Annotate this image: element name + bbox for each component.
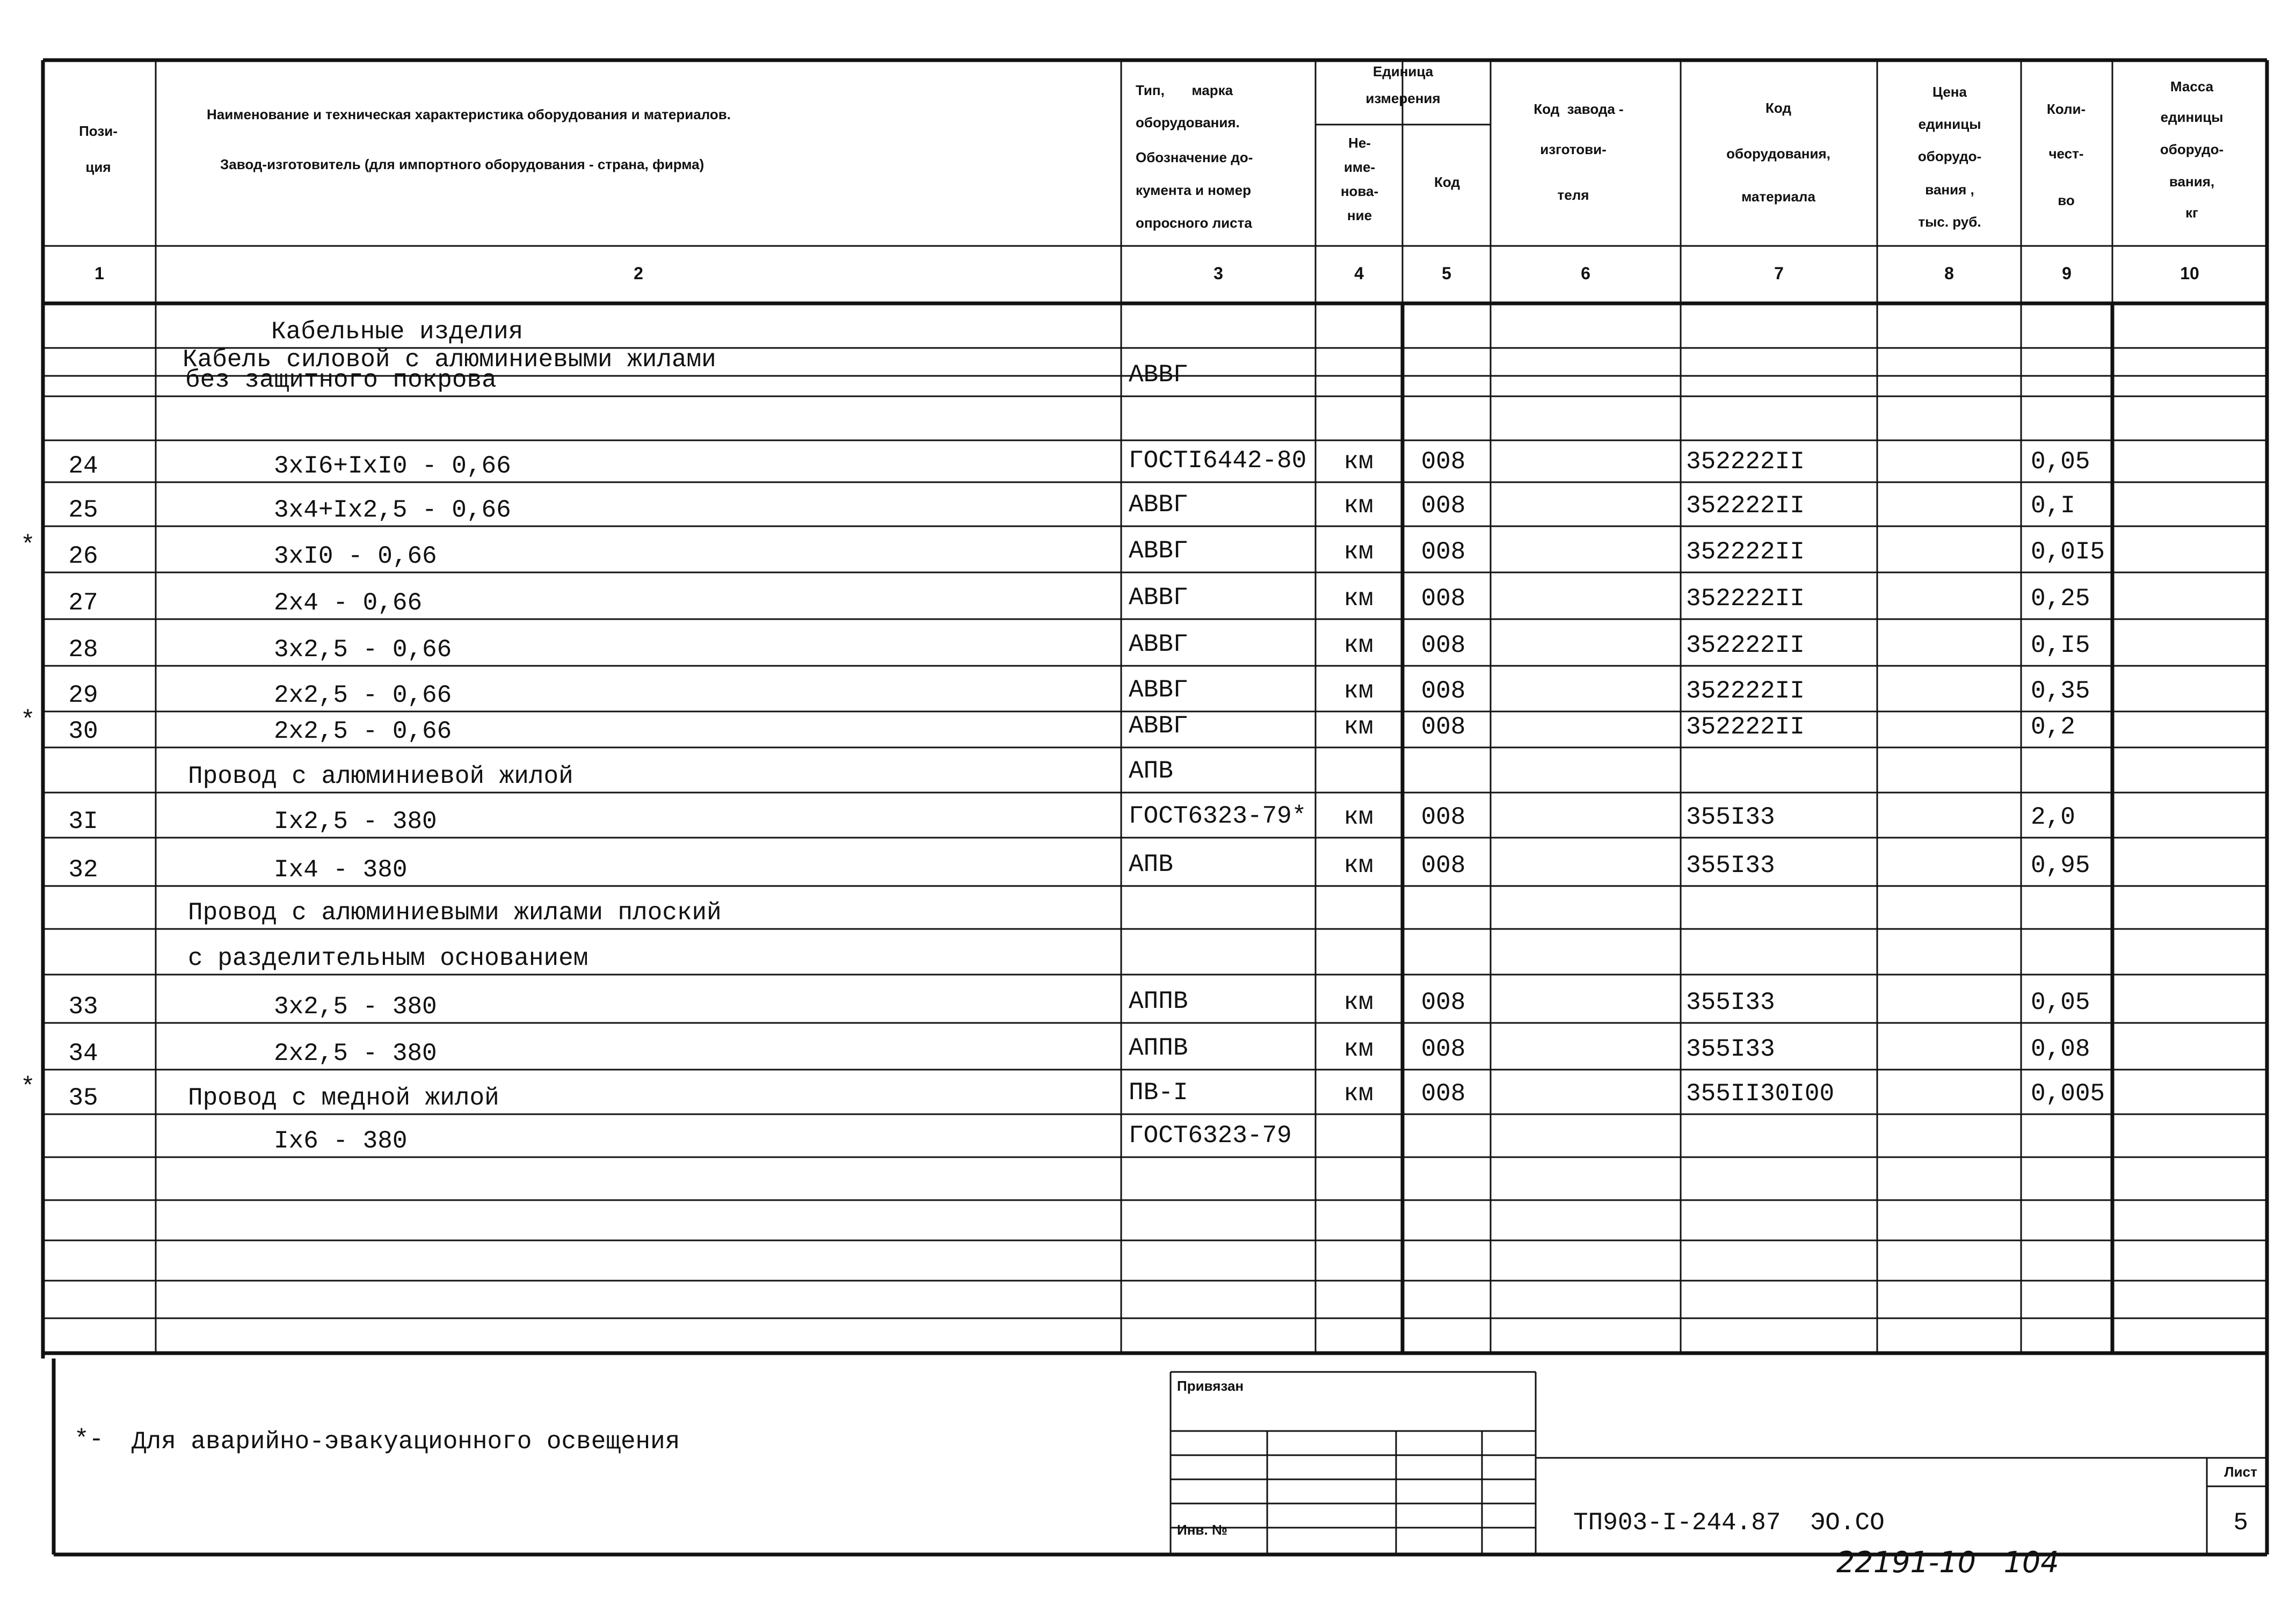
row-type: ГОСТI6442-80 xyxy=(1129,447,1307,475)
row-unit: км xyxy=(1343,492,1374,520)
row-unit: км xyxy=(1343,1035,1374,1063)
col3-header-line-3: Обозначение до- xyxy=(1136,149,1253,165)
col3-header-line-1: Тип, марка xyxy=(1136,82,1233,98)
col10-header-line-2: единицы xyxy=(2160,109,2224,125)
col3-header-line-2: оборудования. xyxy=(1136,114,1240,130)
row-quantity: 2,0 xyxy=(2031,803,2075,831)
sheet-footer xyxy=(74,1372,2267,1579)
table-row xyxy=(188,899,722,927)
sheet-number: 5 xyxy=(2233,1509,2248,1537)
column-number-row xyxy=(95,264,2199,283)
column-number: 4 xyxy=(1354,264,1364,283)
row-unit-code: 008 xyxy=(1421,631,1466,659)
sheet-label: Лист xyxy=(2224,1464,2257,1480)
row-unit: км xyxy=(1343,852,1374,880)
col7-header-line-3: материала xyxy=(1741,188,1815,205)
row-position: 25 xyxy=(68,496,98,524)
table-header xyxy=(79,63,2224,231)
col6-header-line-1: Код завода - xyxy=(1534,101,1624,117)
footnote-mark: *- xyxy=(74,1426,104,1454)
table-row xyxy=(271,318,523,346)
row-type: АВВГ xyxy=(1129,712,1188,740)
row-position: 27 xyxy=(68,589,98,617)
row-position: 3I xyxy=(68,808,98,836)
row-type: ГОСТ6323-79 xyxy=(1129,1122,1292,1150)
col4-header-line-3: нова- xyxy=(1340,183,1379,199)
row-quantity: 0,005 xyxy=(2031,1080,2105,1108)
document-code: ТП903-I-244.87 ЭО.СО xyxy=(1573,1509,1885,1537)
row-quantity: 0,I xyxy=(2031,492,2075,520)
table-row xyxy=(188,757,1173,790)
row-type: АВВГ xyxy=(1129,630,1188,658)
row-position: 29 xyxy=(68,681,98,709)
column-number: 2 xyxy=(634,264,643,283)
row-asterisk-mark: * xyxy=(20,1073,35,1101)
row-quantity: 0,2 xyxy=(2031,713,2075,741)
col6-header-line-3: теля xyxy=(1557,187,1589,203)
row-material-code: 355II30I00 xyxy=(1686,1080,1835,1108)
row-name: 3х2,5 - 380 xyxy=(274,993,437,1021)
row-unit: км xyxy=(1343,1080,1374,1108)
column-number: 7 xyxy=(1774,264,1784,283)
col4-header-line-4: ние xyxy=(1347,207,1372,223)
row-type: ГОСТ6323-79* xyxy=(1129,802,1307,830)
col10-header-line-3: оборудо- xyxy=(2160,141,2224,157)
row-type: АВВГ xyxy=(1129,491,1188,519)
row-unit-code: 008 xyxy=(1421,1080,1466,1108)
col10-header-line-4: вания, xyxy=(2169,173,2215,190)
row-material-code: 352222II xyxy=(1686,713,1805,741)
table-row xyxy=(68,987,2090,1021)
column-number: 6 xyxy=(1581,264,1590,283)
handwritten-number: 22191-10 104 xyxy=(1836,1545,2059,1579)
row-unit-code: 008 xyxy=(1421,492,1466,520)
row-type: АПВ xyxy=(1129,757,1173,785)
row-name: Провод с алюминиевой жилой xyxy=(188,762,573,790)
col8-header-line-4: вания , xyxy=(1925,181,1974,198)
row-unit: км xyxy=(1343,538,1374,566)
row-asterisk-mark: * xyxy=(20,707,35,735)
row-unit-code: 008 xyxy=(1421,713,1466,741)
row-name: Провод с медной жилой xyxy=(188,1084,499,1112)
col5-header: Код xyxy=(1434,174,1460,190)
column-number: 8 xyxy=(1944,264,1954,283)
col6-header-line-2: изготови- xyxy=(1540,141,1607,157)
col3-header-line-5: опросного листа xyxy=(1136,215,1252,231)
table-row xyxy=(20,707,2075,745)
table-row xyxy=(68,676,2090,709)
col8-header-line-2: единицы xyxy=(1918,116,1981,132)
row-position: 34 xyxy=(68,1040,98,1067)
row-type: АВВГ xyxy=(1129,361,1188,389)
col10-header-line-1: Масса xyxy=(2170,78,2214,95)
table-row xyxy=(68,447,2090,480)
col8-header-line-1: Цена xyxy=(1932,84,1967,100)
row-unit: км xyxy=(1343,803,1374,831)
col9-header-line-2: чест- xyxy=(2048,146,2084,162)
column-number: 1 xyxy=(95,264,104,283)
row-unit-code: 008 xyxy=(1421,989,1466,1016)
col10-header-line-5: кг xyxy=(2185,205,2198,221)
col4-header-line-1: Не- xyxy=(1348,135,1371,151)
row-name: Провод с алюминиевыми жилами плоский xyxy=(188,899,722,927)
row-quantity: 0,08 xyxy=(2031,1035,2090,1063)
table-row xyxy=(68,491,2075,524)
row-unit: км xyxy=(1343,631,1374,659)
row-type: АВВГ xyxy=(1129,676,1188,704)
stamp-inventory-label: Инв. № xyxy=(1177,1522,1227,1538)
table-row xyxy=(20,1073,2105,1112)
row-quantity: 0,0I5 xyxy=(2031,538,2105,566)
row-unit: км xyxy=(1343,677,1374,705)
col1-header-line-1: Пози- xyxy=(79,123,118,139)
stamp-privyazan-label: Привязан xyxy=(1177,1378,1244,1394)
row-material-code: 352222II xyxy=(1686,585,1805,613)
column-number: 10 xyxy=(2180,264,2199,283)
row-name: 2х2,5 - 380 xyxy=(274,1040,437,1067)
row-type: АВВГ xyxy=(1129,537,1188,565)
row-name: без защитного покрова xyxy=(185,366,497,394)
row-position: 24 xyxy=(68,452,98,480)
row-unit-code: 008 xyxy=(1421,448,1466,476)
row-material-code: 355I33 xyxy=(1686,1035,1775,1063)
row-name: с разделительным основанием xyxy=(188,945,588,972)
row-quantity: 0,05 xyxy=(2031,448,2090,476)
col9-header-line-1: Коли- xyxy=(2046,101,2086,117)
col8-header-line-5: тыс. руб. xyxy=(1918,214,1981,230)
unit-group-header-line-2: измерения xyxy=(1365,90,1441,106)
table-row xyxy=(188,945,588,972)
table-row xyxy=(274,1122,1292,1155)
row-name: Кабель силовой с алюминиевыми жилами xyxy=(183,346,716,374)
col4-header-line-2: име- xyxy=(1343,159,1376,175)
row-unit: км xyxy=(1343,448,1374,476)
row-material-code: 352222II xyxy=(1686,492,1805,520)
row-material-code: 352222II xyxy=(1686,631,1805,659)
row-name: 3хI0 - 0,66 xyxy=(274,542,437,570)
table-row xyxy=(68,1034,2090,1067)
table-row xyxy=(68,630,2090,664)
row-type: АВВГ xyxy=(1129,584,1188,612)
row-type: ПВ-I xyxy=(1129,1079,1188,1107)
col7-header-line-2: оборудования, xyxy=(1726,146,1830,162)
row-unit-code: 008 xyxy=(1421,803,1466,831)
row-material-code: 355I33 xyxy=(1686,803,1775,831)
col9-header-line-3: во xyxy=(2058,192,2075,208)
row-name: 2х2,5 - 0,66 xyxy=(274,681,452,709)
table-body xyxy=(20,318,2105,1155)
row-name: 2х2,5 - 0,66 xyxy=(274,717,452,745)
col3-header-line-4: кумента и номер xyxy=(1136,182,1251,198)
row-material-code: 355I33 xyxy=(1686,989,1775,1016)
row-unit-code: 008 xyxy=(1421,1035,1466,1063)
col1-header-line-2: ция xyxy=(85,159,111,175)
row-position: 35 xyxy=(68,1084,98,1112)
column-number: 5 xyxy=(1442,264,1451,283)
row-position: 26 xyxy=(68,542,98,570)
column-number: 3 xyxy=(1214,264,1223,283)
row-quantity: 0,25 xyxy=(2031,585,2090,613)
row-quantity: 0,I5 xyxy=(2031,631,2090,659)
table-row xyxy=(68,851,2090,884)
col7-header-line-1: Код xyxy=(1765,100,1791,116)
table-row xyxy=(20,532,2105,570)
row-unit: км xyxy=(1343,989,1374,1016)
row-type: АПВ xyxy=(1129,851,1173,878)
row-name: 3х4+Iх2,5 - 0,66 xyxy=(274,496,511,524)
row-unit-code: 008 xyxy=(1421,538,1466,566)
row-unit: км xyxy=(1343,585,1374,613)
row-unit-code: 008 xyxy=(1421,852,1466,880)
col2-header-line-1: Наименование и техническая характеристика оборудования и материалов. xyxy=(207,106,731,122)
row-name: 3х2,5 - 0,66 xyxy=(274,636,452,664)
row-position: 32 xyxy=(68,856,98,884)
row-name: Iх4 - 380 xyxy=(274,856,408,884)
col8-header-line-3: оборудо- xyxy=(1917,148,1982,164)
row-quantity: 0,35 xyxy=(2031,677,2090,705)
row-unit: км xyxy=(1343,713,1374,741)
row-quantity: 0,05 xyxy=(2031,989,2090,1016)
row-position: 33 xyxy=(68,993,98,1021)
row-name: 3хI6+IхI0 - 0,66 xyxy=(274,452,511,480)
row-name: Iх6 - 380 xyxy=(274,1127,408,1155)
row-name: Кабельные изделия xyxy=(271,318,524,346)
row-material-code: 352222II xyxy=(1686,538,1805,566)
row-unit-code: 008 xyxy=(1421,677,1466,705)
row-position: 30 xyxy=(68,717,98,745)
table-row xyxy=(68,584,2090,617)
footnote-text: Для аварийно-эвакуационного освещения xyxy=(132,1428,680,1456)
row-material-code: 352222II xyxy=(1686,677,1805,705)
row-type: АППВ xyxy=(1129,1034,1188,1062)
row-quantity: 0,95 xyxy=(2031,852,2090,880)
row-name: 2х4 - 0,66 xyxy=(274,589,423,617)
row-name: Iх2,5 - 380 xyxy=(274,808,437,836)
table-row xyxy=(68,802,2075,836)
row-asterisk-mark: * xyxy=(20,532,35,560)
column-number: 9 xyxy=(2062,264,2072,283)
unit-group-header-line-1: Единица xyxy=(1372,63,1434,79)
row-position: 28 xyxy=(68,636,98,664)
row-type: АППВ xyxy=(1129,987,1188,1015)
row-unit-code: 008 xyxy=(1421,585,1466,613)
row-material-code: 355I33 xyxy=(1686,852,1775,880)
row-material-code: 352222II xyxy=(1686,448,1805,476)
col2-header-line-2: Завод-изготовитель (для импортного оборудования - страна, фирма) xyxy=(220,156,704,172)
